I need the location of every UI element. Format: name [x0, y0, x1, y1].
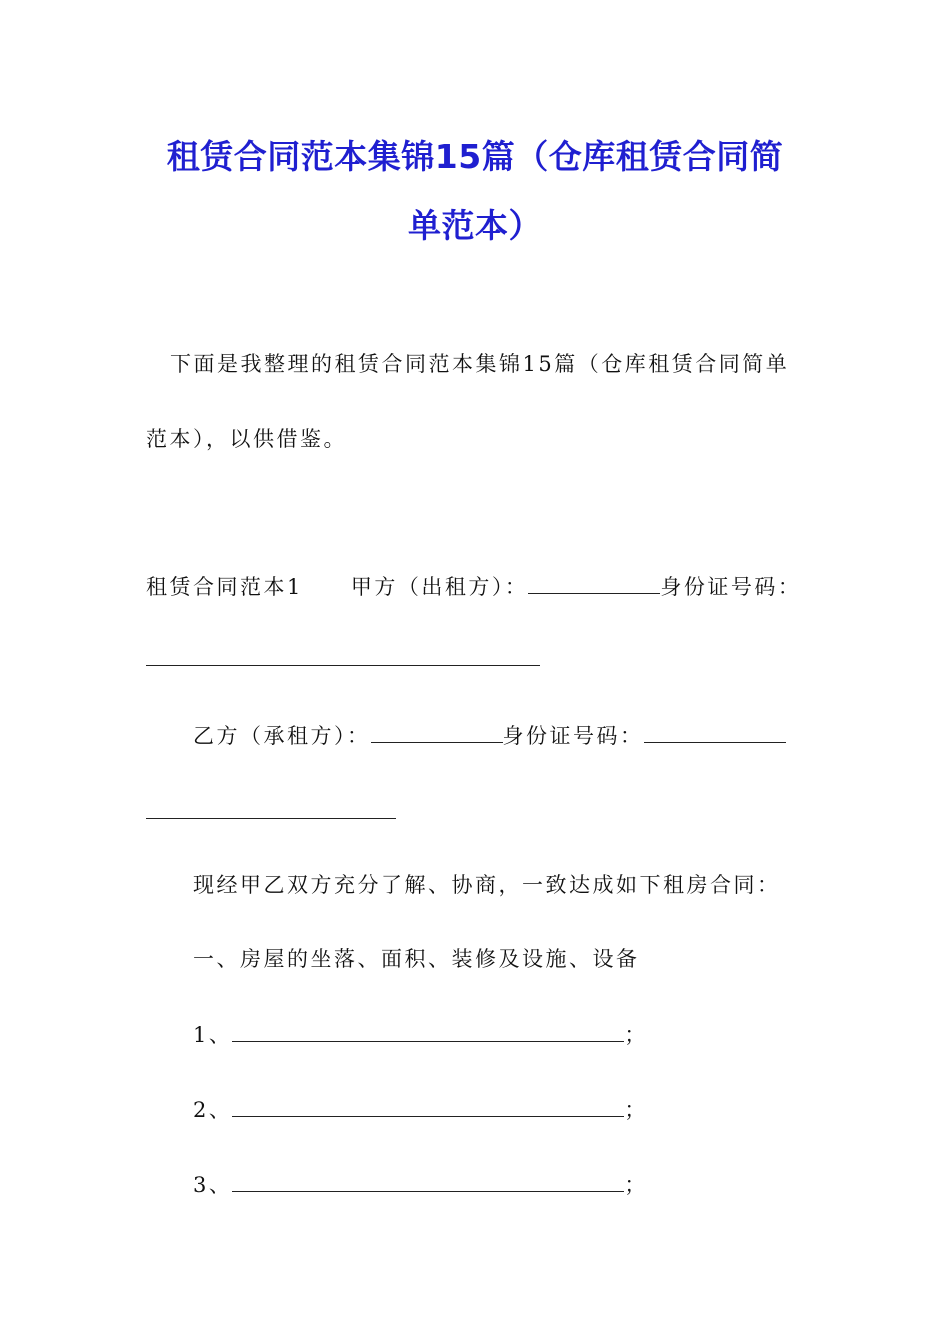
party-a-blank	[528, 592, 660, 594]
clause-item-3	[193, 1169, 648, 1199]
item-1-label: 1、	[193, 1023, 233, 1047]
party-b-id-blank-continued	[146, 818, 396, 819]
party-b-label: 乙方（承租方）：	[193, 724, 371, 748]
item-1-blank	[232, 1040, 624, 1042]
document-title-line-1: 租赁合同范本集锦15篇（仓库租赁合同简	[166, 137, 784, 176]
item-3-label: 3、	[193, 1173, 233, 1197]
party-a-id-blank	[146, 665, 540, 666]
document-title-line-2: 单范本）	[408, 206, 542, 245]
clause-1-heading: 一、房屋的坐落、面积、装修及设施、设备	[193, 947, 640, 971]
clause-item-2	[193, 1094, 648, 1124]
intro-paragraph-line-1: 下面是我整理的租赁合同范本集锦15篇（仓库租赁合同简单	[170, 352, 790, 376]
item-3-end: ；	[624, 1173, 648, 1197]
item-2-blank	[232, 1115, 624, 1117]
item-3-blank	[232, 1190, 624, 1192]
party-b-blank	[371, 741, 503, 743]
party-b-id-blank	[644, 741, 786, 743]
party-a-label: 甲方（出租方）：	[350, 575, 529, 599]
agreement-paragraph: 现经甲乙双方充分了解、协商，一致达成如下租房合同：	[193, 873, 781, 897]
contract-party-b-line	[193, 720, 786, 750]
party-b-id-label: 身份证号码：	[502, 724, 644, 748]
item-1-end: ；	[624, 1023, 648, 1047]
contract-party-a-line	[146, 571, 801, 601]
clause-item-1	[193, 1019, 648, 1049]
item-2-label: 2、	[193, 1098, 233, 1122]
section-heading: 租赁合同范本1	[146, 575, 303, 599]
item-2-end: ；	[624, 1098, 648, 1122]
intro-paragraph-line-2: 范本），以供借鉴。	[146, 427, 347, 451]
party-a-id-label: 身份证号码：	[660, 575, 802, 599]
